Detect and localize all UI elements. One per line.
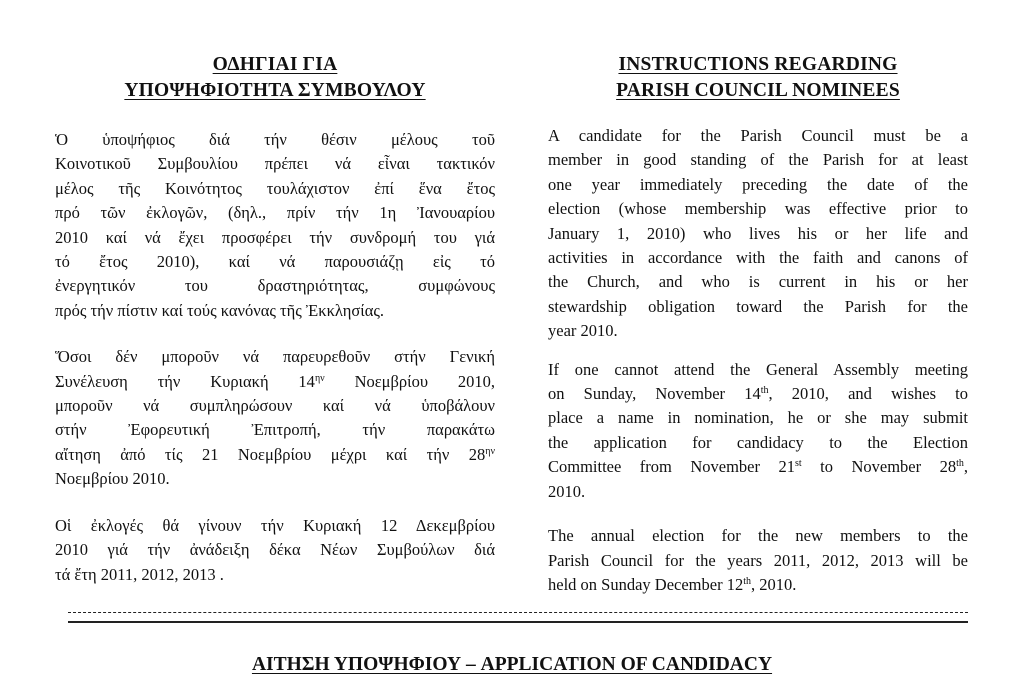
greek-p1-line: Κοινοτικοῦ Συμβουλίου πρέπει νά εἶναι τακτικόν xyxy=(55,154,495,174)
greek-p2-line: στήν Ἐφορευτική Ἐπιτροπή, τήν παρακάτω xyxy=(55,420,495,440)
english-p1-line: A candidate for the Parish Council must be a xyxy=(548,126,968,145)
english-p1-line: one year immediately preceding the date of the xyxy=(548,174,968,194)
english-p1-line: activities in accordance with the faith and canons of xyxy=(548,248,968,268)
greek-p2-line: αἴτηση ἀπό τίς 21 Νοεμβρίου μέχρι καί τήν $28^{\eta\nu}$ xyxy=(55,444,495,464)
greek-p3-line: 2010 γιά τήν ἀνάδειξη δέκα Νέων Συμβούλων διά xyxy=(55,540,495,560)
greek-p1-line: πρό τῶν ἐκλογῶν, (δηλ., πρίν τήν 1η Ἰανουαρίου xyxy=(55,203,495,223)
english-p1-line: member in good standing of the Parish for at least xyxy=(548,150,968,170)
english-p2-line: 2010. xyxy=(548,481,586,501)
greek-p1-line: ἐνεργητικόν του δραστηριότητας, συμφώνους xyxy=(55,276,495,296)
english-p2-line: place a name in nomination, he or she may submit xyxy=(548,408,968,428)
greek-p3-line: τά ἔτη 2011, 2012, 2013 . xyxy=(55,564,224,584)
english-p1-line: year 2010. xyxy=(548,321,618,341)
greek-paragraph-election xyxy=(55,514,495,587)
greek-heading-line2: ΥΠΟΨΗΦΙΟΤΗΤΑ ΣΥΜΒΟΥΛΟΥ xyxy=(124,80,426,101)
greek-paragraph-eligibility xyxy=(55,128,495,323)
greek-heading-line1: ΟΔΗΓΙΑΙ ΓΙΑ xyxy=(212,54,338,75)
greek-p1-line: μέλος τῆς Κοινότητος τουλάχιστον ἐπί ἕνα ἔτος xyxy=(55,178,495,198)
application-title: ΑΙΤΗΣΗ ΥΠΟΨΗΦΙΟΥ – APPLICATION OF CANDIDACY xyxy=(251,654,773,675)
english-paragraph-eligibility xyxy=(548,124,968,344)
solid-divider xyxy=(68,621,968,623)
english-paragraph-election xyxy=(548,524,968,597)
greek-p1-line: 2010 καί νά ἔχει προσφέρει τήν συνδρομή του γιά xyxy=(55,227,495,247)
greek-paragraph-assembly xyxy=(55,345,495,491)
english-p3-line: Parish Council for the years 2011, 2012, 2013 will be xyxy=(548,550,968,570)
greek-p1-line: τό ἔτος 2010), καί νά παρουσιάζῃ εἰς τό xyxy=(55,252,495,272)
english-heading xyxy=(548,52,968,104)
greek-column xyxy=(55,0,495,587)
english-p2-line: If one cannot attend the General Assembly meeting xyxy=(548,359,968,379)
english-heading-line2: PARISH COUNCIL NOMINEES xyxy=(616,80,900,101)
english-p3-line: The annual election for the new members to the xyxy=(548,526,968,546)
greek-p3-line: Οἱ ἐκλογές θά γίνουν τήν Κυριακή 12 Δεκεμβρίου xyxy=(55,515,495,535)
english-column xyxy=(548,0,968,597)
english-p1-line: January 1, 2010) who lives his or her life and xyxy=(548,223,968,243)
english-p2-line: Committee from November 21st to November 28th, xyxy=(548,457,968,477)
greek-p1-line: Ὁ ὑποψήφιος διά τήν θέσιν μέλους τοῦ xyxy=(55,130,495,149)
greek-p2-line: Ὅσοι δέν μποροῦν νά παρευρεθοῦν στήν Γενική xyxy=(55,347,495,367)
greek-p1-line: πρός τήν πίστιν καί τούς κανόνας τῆς Ἐκκλησίας. xyxy=(55,300,385,320)
english-p1-line: stewardship obligation toward the Parish for the xyxy=(548,296,968,316)
greek-p2-line: Συνέλευση τήν Κυριακή $14^{\eta\nu}$ Νοεμβρίου 2010, xyxy=(55,371,495,391)
greek-p2-line: Νοεμβρίου 2010. xyxy=(55,469,170,489)
greek-p2-line: μποροῦν νά συμπληρώσουν καί νά ὑποβάλουν xyxy=(55,396,495,416)
english-p1-line: election (whose membership was effective prior to xyxy=(548,199,968,219)
english-p2-line: on Sunday, November 14th, 2010, and wishes to xyxy=(548,384,969,404)
dashed-divider xyxy=(68,612,968,613)
english-p1-line: the Church, and who is current in his or her xyxy=(548,272,968,292)
english-paragraph-assembly xyxy=(548,358,968,504)
english-p2-line: the application for candidacy to the Election xyxy=(548,432,968,452)
english-p3-line: held on Sunday December 12th, 2010. xyxy=(548,574,797,594)
english-heading-line1: INSTRUCTIONS REGARDING xyxy=(618,54,898,75)
greek-heading xyxy=(55,52,495,104)
